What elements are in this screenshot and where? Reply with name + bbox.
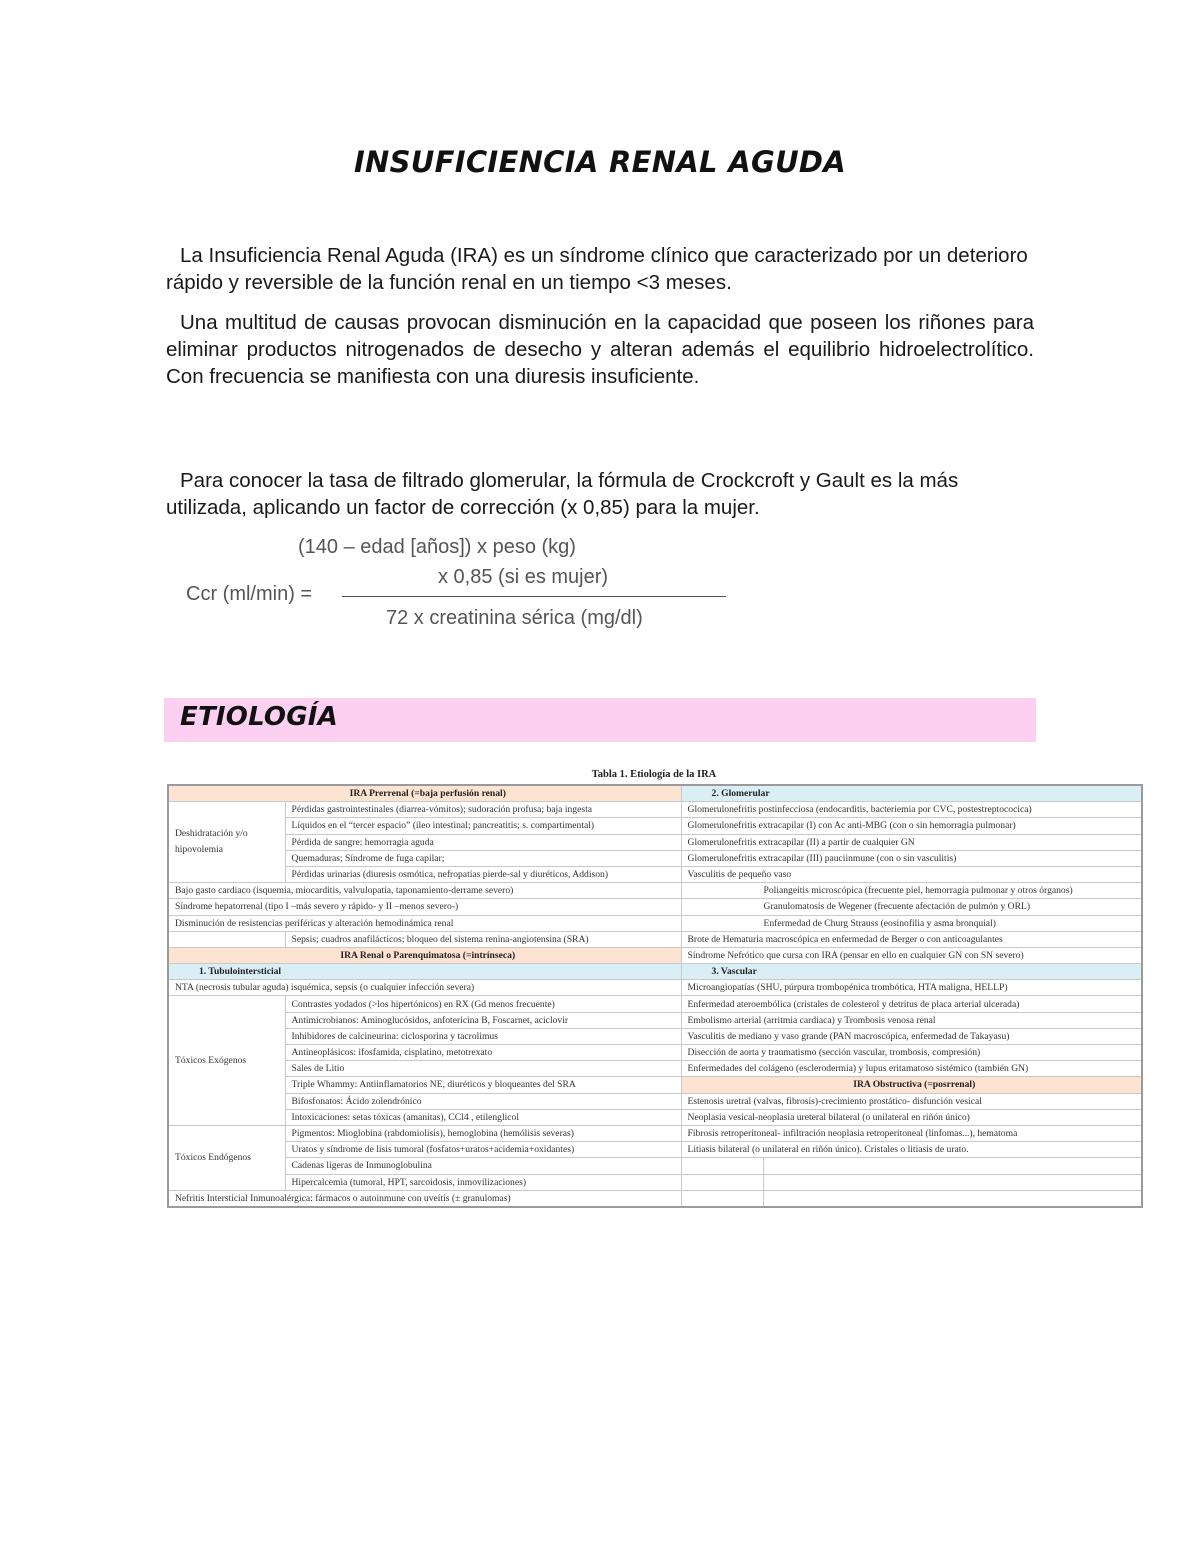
formula-fraction-bar	[342, 596, 726, 597]
table-cell: Microangiopatías (SHU, púrpura trombopénica trombótica, HTA maligna, HELLP)	[681, 980, 1142, 996]
table-cell-empty	[681, 1190, 763, 1207]
table-cell: Hipercalcemia (tumoral, HPT, sarcoidosis, inmovilizaciones)	[285, 1174, 681, 1190]
table-cell: Quemaduras; Síndrome de fuga capilar;	[285, 850, 681, 866]
table-cell-empty	[763, 1190, 1142, 1207]
table-cell: Glomerulonefritis extracapilar (I) con Ac anti-MBG (con o sin hemorragia pulmonar)	[681, 818, 1142, 834]
table-cell: Líquidos en el “tercer espacio” (íleo intestinal; pancreatitis; s. compartimental)	[285, 818, 681, 834]
header-prerrenal: IRA Prerrenal (=baja perfusión renal)	[168, 785, 681, 802]
table-cell: Poliangeítis microscópica (frecuente piel, hemorragia pulmonar y otros órganos)	[681, 883, 1142, 899]
table-row	[168, 1158, 1142, 1174]
table-row	[168, 1190, 1142, 1207]
table-cell: Síndrome Nefrótico que cursa con IRA (pensar en ello en cualquier GN con SN severo)	[681, 947, 1142, 963]
table-cell: Pérdidas gastrointestinales (diarrea-vómitos); sudoración profusa; baja ingesta	[285, 802, 681, 818]
group-toxicos-exogenos: Tóxicos Exógenos	[168, 996, 285, 1126]
table-cell: Enfermedades del colágeno (esclerodermia) y lupus eritamatoso sistémico (también GN)	[681, 1061, 1142, 1077]
table-cell: Brote de Hematuria macroscópica en enfermedad de Berger o con anticoagulantes	[681, 931, 1142, 947]
table-cell: Sales de Litio	[285, 1061, 681, 1077]
table-row	[168, 1077, 1142, 1093]
table-row	[168, 947, 1142, 963]
table-cell: Granulomatosis de Wegener (frecuente afectación de pulmón y ORL)	[681, 899, 1142, 915]
table-cell: Vasculitis de mediano y vaso grande (PAN macroscópica, enfermedad de Takayasu)	[681, 1028, 1142, 1044]
table-row	[168, 964, 1142, 980]
table-cell: NTA (necrosis tubular aguda) isquémica, sepsis (o cualquier infección severa)	[168, 980, 681, 996]
table-cell: Sepsis; cuadros anafilácticos; bloqueo del sistema renina-angiotensina (SRA)	[285, 931, 681, 947]
paragraph-formula-intro: Para conocer la tasa de filtrado glomerular, la fórmula de Crockcroft y Gault es la más utilizada, aplicando un factor de corrección (x 0,85) para la mujer.	[166, 469, 959, 519]
table-cell: Triple Whammy: Antiinflamatorios NE, diuréticos y bloqueantes del SRA	[285, 1077, 681, 1093]
group-deshidratacion: Deshidratación y/o hipovolemia	[168, 802, 285, 883]
table-cell: Antineoplásicos: ifosfamida, cisplatino, metotrexato	[285, 1045, 681, 1061]
table-cell: Vasculitis de pequeño vaso	[681, 866, 1142, 882]
table-row	[168, 1028, 1142, 1044]
table-cell: Litiasis bilateral (o unilateral en riñón único). Cristales o litiasis de urato.	[681, 1142, 1142, 1158]
table-cell-empty	[763, 1174, 1142, 1190]
paragraph-definition: La Insuficiencia Renal Aguda (IRA) es un síndrome clínico que caracterizado por un deterioro rápido y reversible de la función renal en un tiempo <3 meses.	[166, 244, 1028, 294]
header-glomerular: 2. Glomerular	[681, 785, 1142, 802]
table-row	[168, 850, 1142, 866]
table-row	[168, 1012, 1142, 1028]
table-cell: Intoxicaciones: setas tóxicas (amanitas), CCl4 , etilenglicol	[285, 1109, 681, 1125]
section-heading-band	[164, 698, 1036, 742]
group-toxicos-endogenos: Tóxicos Endógenos	[168, 1125, 285, 1190]
table-cell: Enfermedad ateroembólica (cristales de colesterol y detritus de placa arterial ulcerada)	[681, 996, 1142, 1012]
table-cell: Fibrosis retroperitoneal- infiltración neoplasia retroperitoneal (linfomas...), hematoma	[681, 1125, 1142, 1141]
section-heading: ETIOLOGÍA	[180, 702, 338, 732]
header-obstructiva: IRA Obstructiva (=posrrenal)	[681, 1077, 1142, 1093]
table-cell: Enfermedad de Churg Strauss (eosinofilia y asma bronquial)	[681, 915, 1142, 931]
table-row	[168, 996, 1142, 1012]
header-tubulointersticial: 1. Tubulointersticial	[168, 964, 681, 980]
table-cell: Síndrome hepatorrenal (tipo I –más severo y rápido- y II –menos severo-)	[168, 899, 681, 915]
table-row	[168, 802, 1142, 818]
table-cell: Pérdidas urinarias (diuresis osmótica, nefropatías pierde-sal y diuréticos, Addison)	[285, 866, 681, 882]
table-row	[168, 866, 1142, 882]
table-cell: Bifosfonatos: Ácido zolendrónico	[285, 1093, 681, 1109]
table-row	[168, 1125, 1142, 1141]
table-cell: Inhibidores de calcineurina: ciclosporina y tacrolimus	[285, 1028, 681, 1044]
table-row	[168, 1093, 1142, 1109]
table-cell-empty	[681, 1158, 763, 1174]
formula-numerator-line-1: (140 – edad [años]) x peso (kg)	[298, 536, 576, 558]
table-cell: Pigmentos: Mioglobina (rabdomiolisis), hemoglobina (hemólisis severas)	[285, 1125, 681, 1141]
table-title: Tabla 1. Etiología de la IRA	[591, 769, 717, 780]
table-row	[168, 785, 1142, 802]
etiology-table-figure	[167, 766, 1141, 1208]
header-renal: IRA Renal o Parenquimatosa (=intrínseca)	[168, 947, 681, 963]
table-row	[168, 915, 1142, 931]
table-cell: Glomerulonefritis extracapilar (III) pauciinmune (con o sin vasculitis)	[681, 850, 1142, 866]
header-vascular: 3. Vascular	[681, 964, 1142, 980]
etiology-table	[167, 784, 1143, 1208]
table-row	[168, 1174, 1142, 1190]
table-row	[168, 1109, 1142, 1125]
table-row	[168, 1045, 1142, 1061]
formula-numerator-line-2: x 0,85 (si es mujer)	[438, 566, 609, 588]
table-cell: Estenosis uretral (valvas, fibrosis)-crecimiento prostático- disfunción vesical	[681, 1093, 1142, 1109]
crockcroft-gault-formula	[186, 536, 746, 636]
table-cell: Pérdida de sangre: hemorragia aguda	[285, 834, 681, 850]
table-cell: Cadenas ligeras de Inmunoglobulina	[285, 1158, 681, 1174]
table-cell: Embolismo arterial (arritmia cardiaca) y Trombosis venosa renal	[681, 1012, 1142, 1028]
table-cell: Nefritis Intersticial Inmunoalérgica: fármacos o autoinmune con uveítis (± granulomas)	[168, 1190, 681, 1207]
table-cell: Bajo gasto cardiaco (isquemia, miocarditis, valvulopatía, taponamiento-derrame severo)	[168, 883, 681, 899]
table-cell-empty	[681, 1174, 763, 1190]
formula-denominator: 72 x creatinina sérica (mg/dl)	[386, 607, 643, 629]
table-cell: Uratos y síndrome de lisis tumoral (fosfatos+uratos+acidemia+oxidantes)	[285, 1142, 681, 1158]
table-row	[168, 899, 1142, 915]
formula-lhs: Ccr (ml/min) =	[186, 583, 313, 605]
table-row	[168, 1142, 1142, 1158]
table-cell: Neoplasia vesical-neoplasia ureteral bilateral (o unilateral en riñón único)	[681, 1109, 1142, 1125]
table-row	[168, 883, 1142, 899]
table-cell: Glomerulonefritis postinfecciosa (endocarditis, bacteriemia por CVC, postestreptococica)	[681, 802, 1142, 818]
table-cell: Disección de aorta y traumatismo (sección vascular, trombosis, compresión)	[681, 1045, 1142, 1061]
table-row	[168, 931, 1142, 947]
table-row	[168, 1061, 1142, 1077]
table-row	[168, 980, 1142, 996]
document-title: INSUFICIENCIA RENAL AGUDA	[353, 145, 847, 179]
table-cell: Contrastes yodados (>los hipertónicos) en RX (Gd menos frecuente)	[285, 996, 681, 1012]
table-cell: Glomerulonefritis extracapilar (II) a partir de cualquier GN	[681, 834, 1142, 850]
table-cell: Disminución de resistencias periféricas y alteración hemodinámica renal	[168, 915, 681, 931]
table-cell: Antimicrobianos: Aminoglucósidos, anfotericina B, Foscarnet, aciclovir	[285, 1012, 681, 1028]
table-cell-empty	[168, 931, 285, 947]
paragraph-causes: Una multitud de causas provocan disminución en la capacidad que poseen los riñones para eliminar productos nitrogenados de desecho y alteran además el equilibrio hidroelectrolítico. Con frecuencia se manifiesta con una diuresis insuficiente.	[166, 311, 1034, 388]
table-cell-empty	[763, 1158, 1142, 1174]
table-row	[168, 834, 1142, 850]
table-row	[168, 818, 1142, 834]
